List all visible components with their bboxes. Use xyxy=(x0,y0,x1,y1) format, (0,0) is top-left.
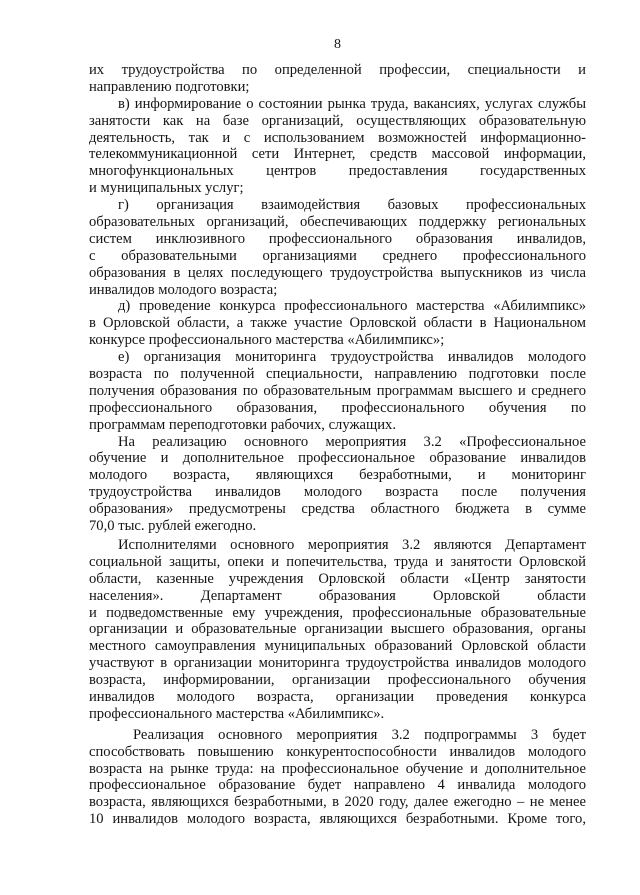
text-line: систем инклюзивного профессионального образования инвалидов, xyxy=(89,230,586,247)
text-line: местного самоуправления муниципальных образований Орловской области xyxy=(89,638,586,655)
text-line: в) информирование о состоянии рынка труда, вакансиях, услугах службы xyxy=(118,95,586,112)
paragraph xyxy=(89,197,586,298)
document-body xyxy=(89,62,586,828)
paragraph xyxy=(89,298,586,349)
text-line: возраста на рынке труда: на профессиональное обучение и дополнительное xyxy=(89,760,586,777)
paragraph xyxy=(89,96,586,197)
text-line: 70,0 тыс. рублей ежегодно. xyxy=(89,518,257,535)
text-line: в Орловской области, а также участие Орловской области в Национальном xyxy=(89,315,586,332)
text-line: деятельность, так и с использованием возможностей информационно- xyxy=(89,129,586,146)
text-line: На реализацию основного мероприятия 3.2 «Профессиональное xyxy=(118,433,586,450)
text-line: д) проведение конкурса профессионального мастерства «Абилимпикс» xyxy=(118,298,586,315)
text-line: 10 инвалидов молодого возраста, являющихся безработными. Кроме того, xyxy=(89,811,586,828)
text-line: профессиональное образование будет направлено 4 инвалида молодого xyxy=(89,777,586,794)
text-line: инвалидов молодого возраста; xyxy=(89,281,278,298)
text-line: и муниципальных услуг; xyxy=(89,180,244,197)
text-line: социальной защиты, опеки и попечительства, труда и занятости Орловской xyxy=(89,553,586,570)
text-line: организации и образовательные организации высшего образования, органы xyxy=(89,621,586,638)
text-line: профессионального образования, профессионального обучения по xyxy=(89,399,586,416)
paragraph xyxy=(89,62,586,96)
text-line: участвуют в организации мониторинга трудоустройства инвалидов молодого xyxy=(89,655,586,672)
text-line: образовательных организаций, обеспечивающих поддержку региональных xyxy=(89,214,586,231)
text-line: направлению подготовки; xyxy=(89,78,250,95)
text-line: молодого возраста, являющихся безработными, и мониторинг xyxy=(89,467,586,484)
text-line: получения образования по образовательным программам высшего и среднего xyxy=(89,382,586,399)
text-line: г) организация взаимодействия базовых профессиональных xyxy=(118,197,586,214)
text-line: Исполнителями основного мероприятия 3.2 являются Департамент xyxy=(118,536,586,553)
text-line: Реализация основного мероприятия 3.2 подпрограммы 3 будет xyxy=(133,726,586,743)
text-line: возраста, информировании, организации профессионального обучения xyxy=(89,672,586,689)
text-line: с образовательными организациями среднего профессионального xyxy=(89,247,586,264)
text-line: трудоустройства инвалидов молодого возраста после получения xyxy=(89,484,586,501)
text-line: многофункциональных центров предоставления государственных xyxy=(89,163,586,180)
text-line: возраста, являющихся безработными, в 2020 году, далее ежегодно – не менее xyxy=(89,794,586,811)
text-line: конкурсе профессионального мастерства «Абилимпикс»; xyxy=(89,332,445,349)
text-line: программам переподготовки рабочих, служащих. xyxy=(89,416,396,433)
text-line: обучение и дополнительное профессиональное образование инвалидов xyxy=(89,450,586,467)
text-line: возраста по полученной специальности, направлению подготовки после xyxy=(89,366,586,383)
paragraph xyxy=(89,434,586,535)
text-line: е) организация мониторинга трудоустройства инвалидов молодого xyxy=(118,349,586,366)
page-number: 8 xyxy=(334,37,341,52)
text-line: профессионального мастерства «Абилимпикс». xyxy=(89,705,385,722)
text-line: образования в целях последующего трудоустройства выпускников из числа xyxy=(89,264,586,281)
text-line: населения». Департамент образования Орловской области xyxy=(89,587,586,604)
text-line: инвалидов молодого возраста, организации проведения конкурса xyxy=(89,688,586,705)
paragraph xyxy=(89,349,586,433)
text-line: их трудоустройства по определенной профессии, специальности и xyxy=(89,62,586,78)
text-line: образования» предусмотрены средства областного бюджета в сумме xyxy=(89,501,586,518)
text-line: телекоммуникационной сети Интернет, средств массовой информации, xyxy=(89,146,586,163)
paragraph xyxy=(89,537,586,723)
text-line: области, казенные учреждения Орловской области «Центр занятости xyxy=(89,570,586,587)
text-line: и подведомственные ему учреждения, профессиональные образовательные xyxy=(89,604,586,621)
text-line: способствовать повышению конкурентоспособности инвалидов молодого xyxy=(89,743,586,760)
paragraph xyxy=(89,727,586,828)
text-line: занятости как на базе организаций, осуществляющих образовательную xyxy=(89,112,586,129)
